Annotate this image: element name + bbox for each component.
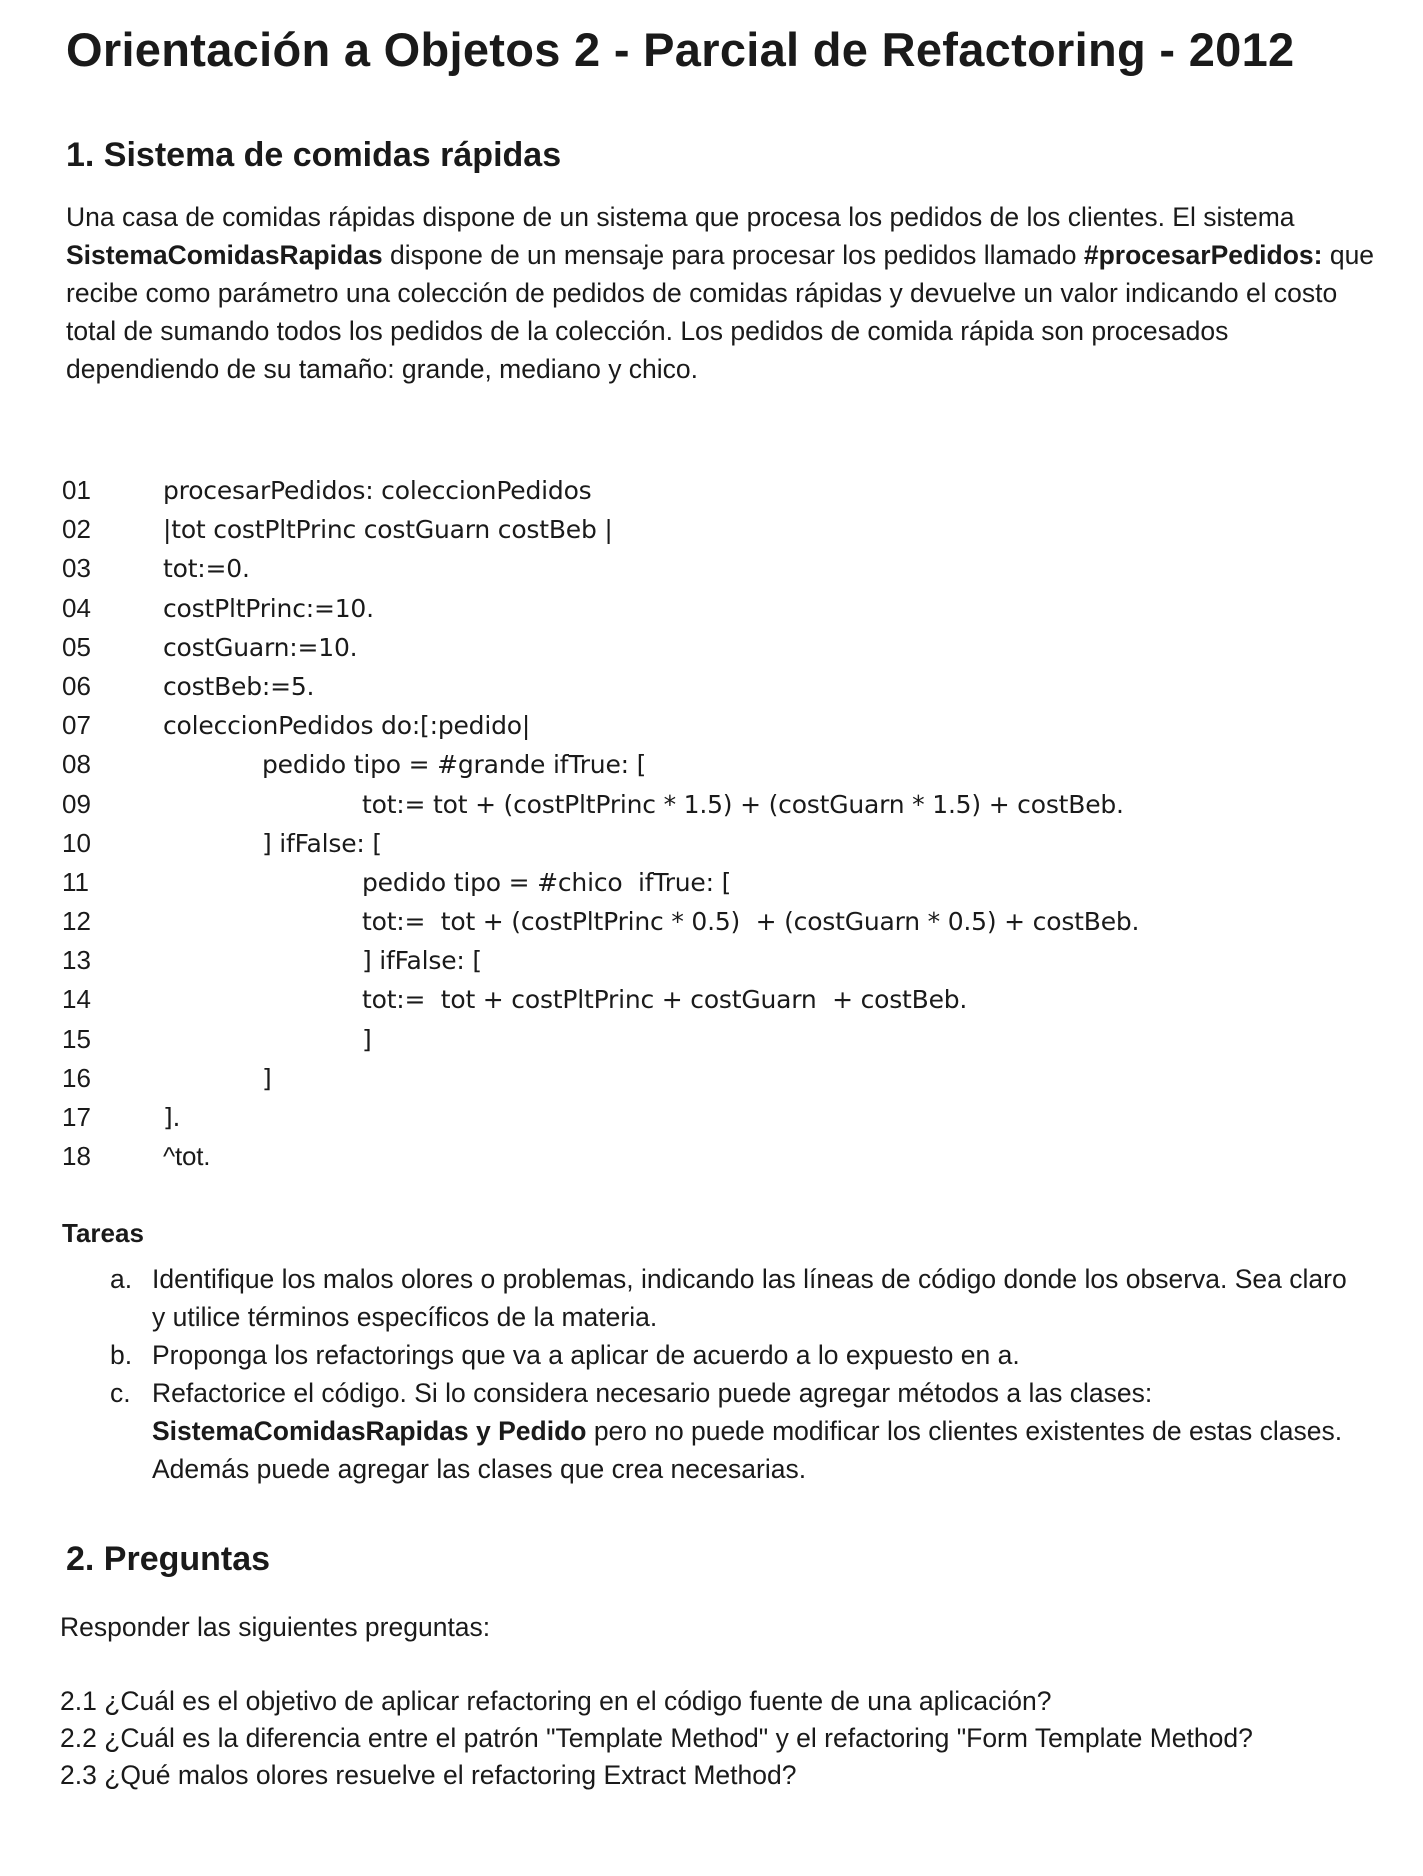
task-item-b: [100, 1336, 1360, 1374]
code-text: tot:= tot + (costPltPrinc * 1.5) + (costGuarn * 1.5) + costBeb.: [362, 789, 1124, 819]
code-line: [62, 471, 1362, 510]
page-title: Orientación a Objetos 2 - Parcial de Refactoring - 2012: [66, 23, 1295, 76]
code-text: ]: [362, 1024, 372, 1054]
code-text: tot:=0.: [163, 554, 250, 584]
questions-list: [60, 1683, 1400, 1794]
section2-intro: Responder las siguientes preguntas:: [60, 1612, 491, 1642]
code-line: [62, 745, 1362, 784]
line-number: 01: [62, 475, 91, 505]
task-marker: b.: [110, 1340, 133, 1370]
code-line: [62, 863, 1362, 902]
code-text: ].: [163, 1103, 181, 1132]
task-item-c: [100, 1374, 1360, 1488]
task-text: Refactorice el código. Si lo considera necesario puede agregar métodos a las clases:: [152, 1378, 1153, 1408]
code-line: [62, 628, 1362, 667]
code-line: [62, 1137, 1362, 1176]
code-listing: [62, 471, 1362, 1176]
task-text-cont: pero no puede modificar los clientes existentes de estas clases. Además puede agregar las clases que crea necesarias.: [152, 1416, 1343, 1484]
code-text: costPltPrinc:=10.: [163, 593, 374, 623]
code-line: [62, 785, 1362, 824]
intro-text-3: que recibe como parámetro una colección de pedidos de comidas rápidas y devuelve un valor indicando el costo total de sumando todos los pedidos de la colección. Los pedidos de comida rápida son procesados dependiendo de su tamaño: grande, mediano y chico.: [66, 240, 1375, 384]
code-text: ] ifFalse: [: [362, 946, 482, 976]
code-text: costGuarn:=10.: [163, 632, 358, 662]
task-marker: a.: [110, 1264, 133, 1294]
code-line: [62, 902, 1362, 941]
line-number: 06: [62, 670, 91, 701]
code-text: |tot costPltPrinc costGuarn costBeb |: [163, 515, 613, 545]
code-text: procesarPedidos: coleccionPedidos: [163, 476, 592, 505]
line-number: 13: [62, 945, 91, 976]
code-text: pedido tipo = #chico ifTrue: [: [362, 867, 732, 897]
code-line: [62, 941, 1362, 980]
code-line: [62, 706, 1362, 745]
code-line: [62, 667, 1362, 706]
section2-heading: 2. Preguntas: [66, 1540, 271, 1578]
line-number: 04: [62, 592, 91, 623]
intro-text-1: Una casa de comidas rápidas dispone de un sistema que procesa los pedidos de los clientes. El sistema: [66, 202, 1295, 232]
code-text: coleccionPedidos do:[:pedido|: [163, 711, 531, 741]
task-text: Proponga los refactorings que va a aplicar de acuerdo a lo expuesto en a.: [152, 1340, 1020, 1370]
task-item-a: [100, 1260, 1360, 1336]
question-item: 2.3 ¿Qué malos olores resuelve el refactoring Extract Method?: [60, 1760, 797, 1790]
question-item: 2.1 ¿Cuál es el objetivo de aplicar refactoring en el código fuente de una aplicación?: [60, 1686, 1052, 1716]
code-line: [62, 510, 1362, 549]
code-line: [62, 589, 1362, 628]
line-number: 14: [62, 984, 91, 1015]
question-item: 2.2 ¿Cuál es la diferencia entre el patrón "Template Method" y el refactoring "Form Template Method?: [60, 1723, 1253, 1753]
class-name-sistema: SistemaComidasRapidas: [66, 240, 383, 270]
code-text: ^tot.: [163, 1141, 211, 1172]
code-text: costBeb:=5.: [163, 671, 315, 701]
task-text: Identifique los malos olores o problemas, indicando las líneas de código donde los observa. Sea claro y utilice términos específicos de la materia.: [152, 1264, 1347, 1332]
code-line: [62, 549, 1362, 588]
line-number: 08: [62, 749, 91, 780]
line-number: 05: [62, 631, 91, 662]
tasks-list: [100, 1260, 1360, 1488]
code-text: tot:= tot + (costPltPrinc * 0.5) + (costGuarn * 0.5) + costBeb.: [362, 907, 1140, 937]
code-line: [62, 1098, 1362, 1137]
code-line: [62, 980, 1362, 1019]
line-number: 02: [62, 514, 91, 545]
code-text: tot:= tot + costPltPrinc + costGuarn + costBeb.: [362, 985, 968, 1015]
line-number: 15: [62, 1023, 91, 1054]
code-line: [62, 1020, 1362, 1059]
line-number: 10: [62, 827, 91, 858]
line-number: 03: [62, 553, 91, 584]
code-text: ]: [262, 1063, 272, 1093]
tasks-heading: Tareas: [62, 1218, 144, 1248]
line-number: 11: [62, 866, 89, 897]
task-marker: c.: [110, 1378, 131, 1408]
section1-intro: [66, 198, 1386, 388]
section1-heading: 1. Sistema de comidas rápidas: [66, 136, 562, 174]
intro-text-2: dispone de un mensaje para procesar los pedidos llamado: [382, 240, 1084, 270]
line-number: 18: [62, 1141, 91, 1172]
code-text: ] ifFalse: [: [262, 828, 382, 858]
line-number: 17: [62, 1102, 91, 1132]
code-text: pedido tipo = #grande ifTrue: [: [262, 750, 647, 780]
code-line: [62, 824, 1362, 863]
code-line: [62, 1059, 1362, 1098]
line-number: 09: [62, 788, 91, 819]
line-number: 07: [62, 710, 91, 741]
message-name-procesar: #procesarPedidos:: [1083, 240, 1323, 270]
line-number: 12: [62, 906, 91, 937]
line-number: 16: [62, 1062, 91, 1093]
task-classes: SistemaComidasRapidas y Pedido: [152, 1416, 587, 1446]
